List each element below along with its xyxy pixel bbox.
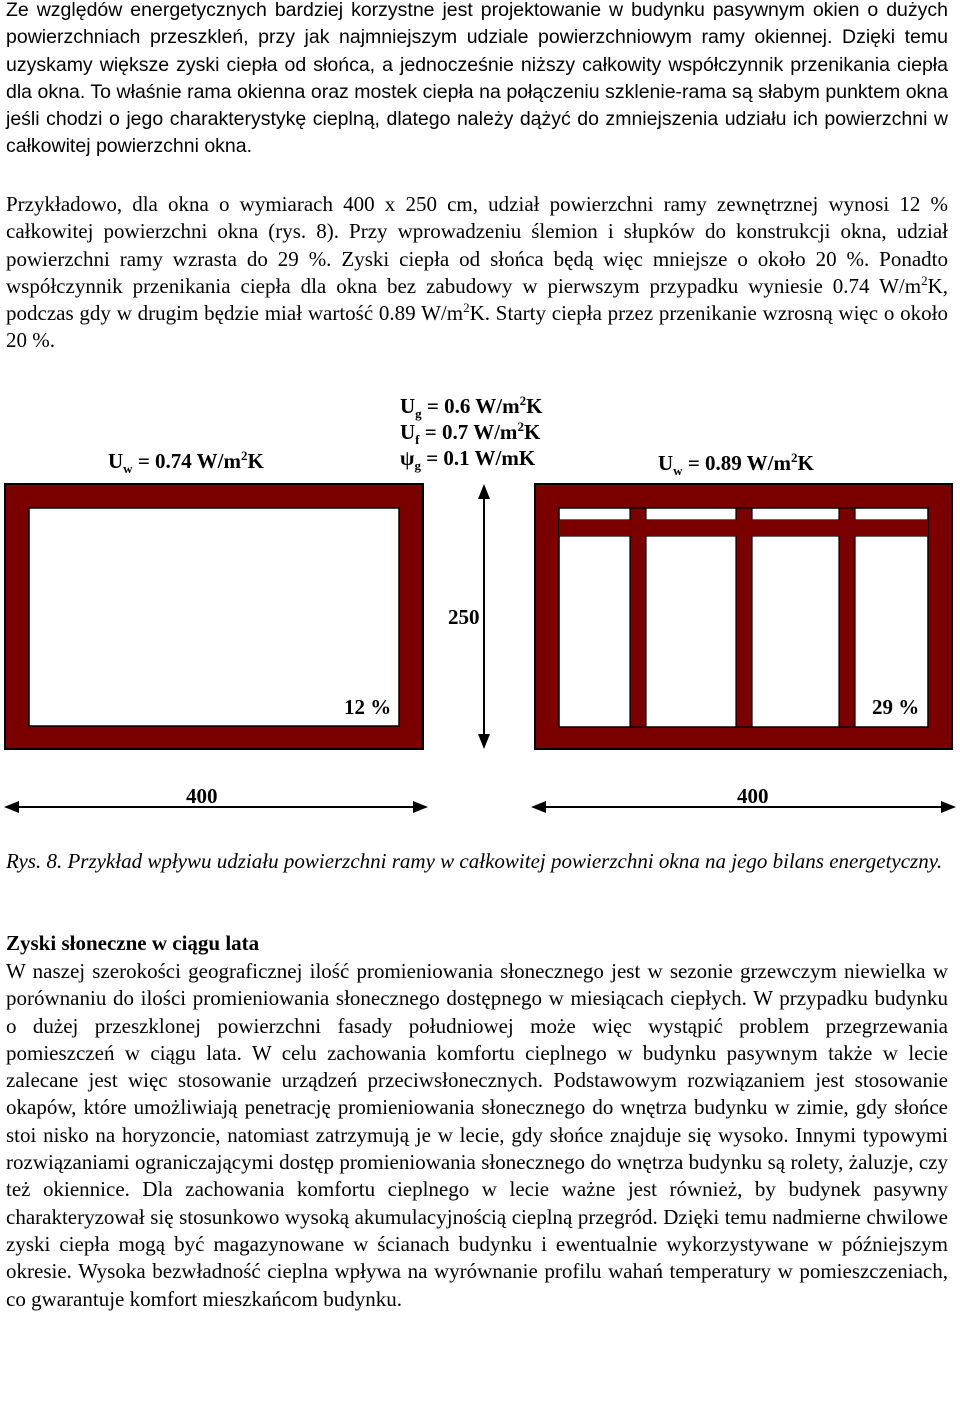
right-width-label: 400 <box>737 784 769 808</box>
example-text-3: K. Starty ciepła przez przenikanie wzrosną więc o około 20 %. <box>6 301 948 353</box>
section-heading: Zyski słoneczne w ciągu lata <box>6 931 260 955</box>
arrow-left-icon <box>4 801 19 813</box>
arrow-right-icon <box>413 801 428 813</box>
arrow-left-icon <box>531 801 546 813</box>
figure-caption: Rys. 8. Przykład wpływu udziału powierzchni ramy w całkowitej powierzchni okna na jego bilans energetyczny. <box>6 849 943 873</box>
example-text-2: K, podczas gdy w drugim będzie miał wartość 0.89 W/m <box>6 273 948 326</box>
right-window-transom-fill <box>559 520 928 536</box>
right-percent-label: 29 % <box>872 695 920 719</box>
left-window-glass <box>29 508 399 726</box>
left-uw-label: $U_w = 0.74$ $W/m^2K$ <box>108 448 264 477</box>
uf-label: $U_f = 0.7$ $W/m^2K$ <box>400 419 541 448</box>
right-window-mullion <box>630 508 646 727</box>
height-label: 250 <box>448 605 480 629</box>
arrow-up-icon <box>478 484 490 499</box>
example-text-1: Przykładowo, dla okna o wymiarach 400 x 250 cm, udział powierzchni ramy zewnętrznej wynosi 12 % całkowitej powierzchni okna (rys. 8). Przy wprowadzeniu ślemion i słupków do konstrukcji okna, udział powierzchni ramy wzrasta do 29 %. Zyski ciepła od słońca będą więc mniejsze o około 20 %. Ponadto współczynnik przenikania ciepła dla okna bez zabudowy w pierwszym przypadku wyniesie 0.74 W/m <box>6 192 948 298</box>
arrow-right-icon <box>941 801 956 813</box>
right-uw-label: $U_w = 0.89$ $W/m^2K$ <box>658 450 814 479</box>
left-width-label: 400 <box>186 784 218 808</box>
superscript: 2 <box>463 300 470 316</box>
right-window-mullion <box>839 508 855 727</box>
summer-gains-paragraph: W naszej szerokości geograficznej ilość promieniowania słonecznego jest w sezonie grzewczym niewielka w porównaniu do ilości promieniowania słonecznego dostępnego w miesiącach ciepłych. W przypadku budynku o dużej przeszklonej powierzchni fasady południowej może więc wystąpić problem przegrzewania pomieszczeń w ciągu lata. W celu zachowania komfortu cieplnego w budynku pasywnym także w lecie zalecane jest więc stosowanie urządzeń przeciwsłonecznych. Podstawowym rozwiązaniem jest stosowanie okapów, które umożliwiają penetrację promieniowania słonecznego do wnętrza budynku w zimie, gdy słońce stoi nisko na horyzoncie, natomiast zatrzymują je w lecie, gdy słońce znajduje się wysoko. Innymi typowymi rozwiązaniami ograniczającymi dostęp promieniowania słonecznego do wnętrza budynku są rolety, żaluzje, czy też okiennice. Dla zachowania komfortu cieplnego w lecie ważne jest również, by budynek pasywny charakteryzował się stosunkowo wysoką akumulacyjnością cieplną przegród. Dzięki temu nadmierne chwilowe zyski ciepła mogą być magazynowane w ścianach budynku i ewentualnie wykorzystywane w późniejszym okresie. Wysoka bezwładność cieplna wpływa na wyrównanie profilu wahań temperatury w pomieszczeniach, co gwarantuje komfort mieszkańcom budynku. <box>6 959 948 1311</box>
intro-paragraph: Ze względów energetycznych bardziej korzystne jest projektowanie w budynku pasywnym okien o dużych powierzchniach przeszkleń, przy jak najmniejszym udziale powierzchniowym ramy okiennej. Dzięki temu uzyskamy większe zyski ciepła od słońca, a jednocześnie niższy całkowity współczynnik przenikania ciepła dla okna. To właśnie rama okienna oraz mostek ciepła na połączeniu szklenie-rama są słabym punktem okna jeśli chodzi o jego charakterystykę cieplną, dlatego należy dążyć do zmniejszenia udziału ich powierzchni w całkowitej powierzchni okna. <box>6 0 948 158</box>
right-window-mullion <box>736 508 752 727</box>
left-percent-label: 12 % <box>344 695 392 719</box>
arrow-down-icon <box>478 734 490 749</box>
psi-label: $\psi_g = 0.1$ W/mK <box>400 446 536 474</box>
ug-label: $U_g = 0.6$ $W/m^2K$ <box>400 393 543 422</box>
superscript: 2 <box>921 272 928 288</box>
